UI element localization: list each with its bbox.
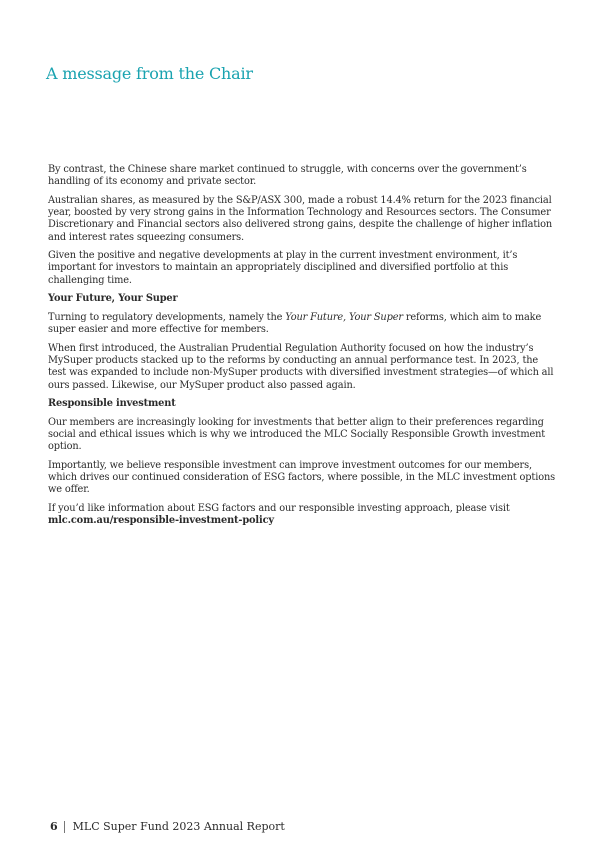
paragraph: Given the positive and negative developments at play in the current investment environment, it’s important for investors to maintain an appropriately disciplined and diversified portfolio at this challenging time.	[48, 250, 518, 286]
body-content	[48, 164, 556, 534]
footer-divider	[64, 821, 65, 833]
section-heading-your-future: Your Future, Your Super	[48, 293, 178, 305]
paragraph: Australian shares, as measured by the S&P/ASX 300, made a robust 14.4% return for the 2023 financial year, boosted by very strong gains in the Information Technology and Resources sectors. The Consumer Discretionary and Financial sectors also delivered strong gains, despite the challenge of higher inflation and interest rates squeezing consumers.	[48, 194, 553, 243]
responsible-investment-link[interactable]: mlc.com.au/responsible-investment-policy	[48, 515, 274, 527]
text-run: reforms, which aim to make super easier and more effective for members.	[48, 312, 542, 336]
paragraph: Our members are increasingly looking for investments that better align to their preferences regarding social and ethical issues which is why we introduced the MLC Socially Responsible Growth investment option.	[48, 416, 546, 453]
paragraph: When first introduced, the Australian Prudential Regulation Authority focused on how the industry’s MySuper products stacked up to the reforms by conducting an annual performance test. In 2023, the test was expanded to include non-MySuper products with diversified investment strategies—of which all ours passed. Likewise, our MySuper product also passed again.	[48, 342, 554, 391]
page-number: 6	[50, 820, 58, 833]
text-run: Turning to regulatory developments, namely the	[48, 312, 286, 324]
paragraph: By contrast, the Chinese share market continued to struggle, with concerns over the government’s handling of its economy and private sector.	[48, 164, 527, 188]
paragraph: Importantly, we believe responsible investment can improve investment outcomes for our members, which drives our continued consideration of ESG factors, where possible, in the MLC investment options we offer.	[48, 460, 555, 496]
report-name: MLC Super Fund 2023 Annual Report	[72, 820, 285, 833]
italic-text: Your Future, Your Super	[285, 312, 403, 324]
text-run: If you’d like information about ESG factors and our responsible investing approach, please visit	[48, 503, 510, 515]
section-heading-responsible-investment: Responsible investment	[48, 398, 176, 410]
page-title: A message from the Chair	[46, 64, 253, 83]
paragraph	[48, 503, 556, 527]
paragraph	[48, 312, 556, 336]
page-footer	[50, 820, 285, 833]
